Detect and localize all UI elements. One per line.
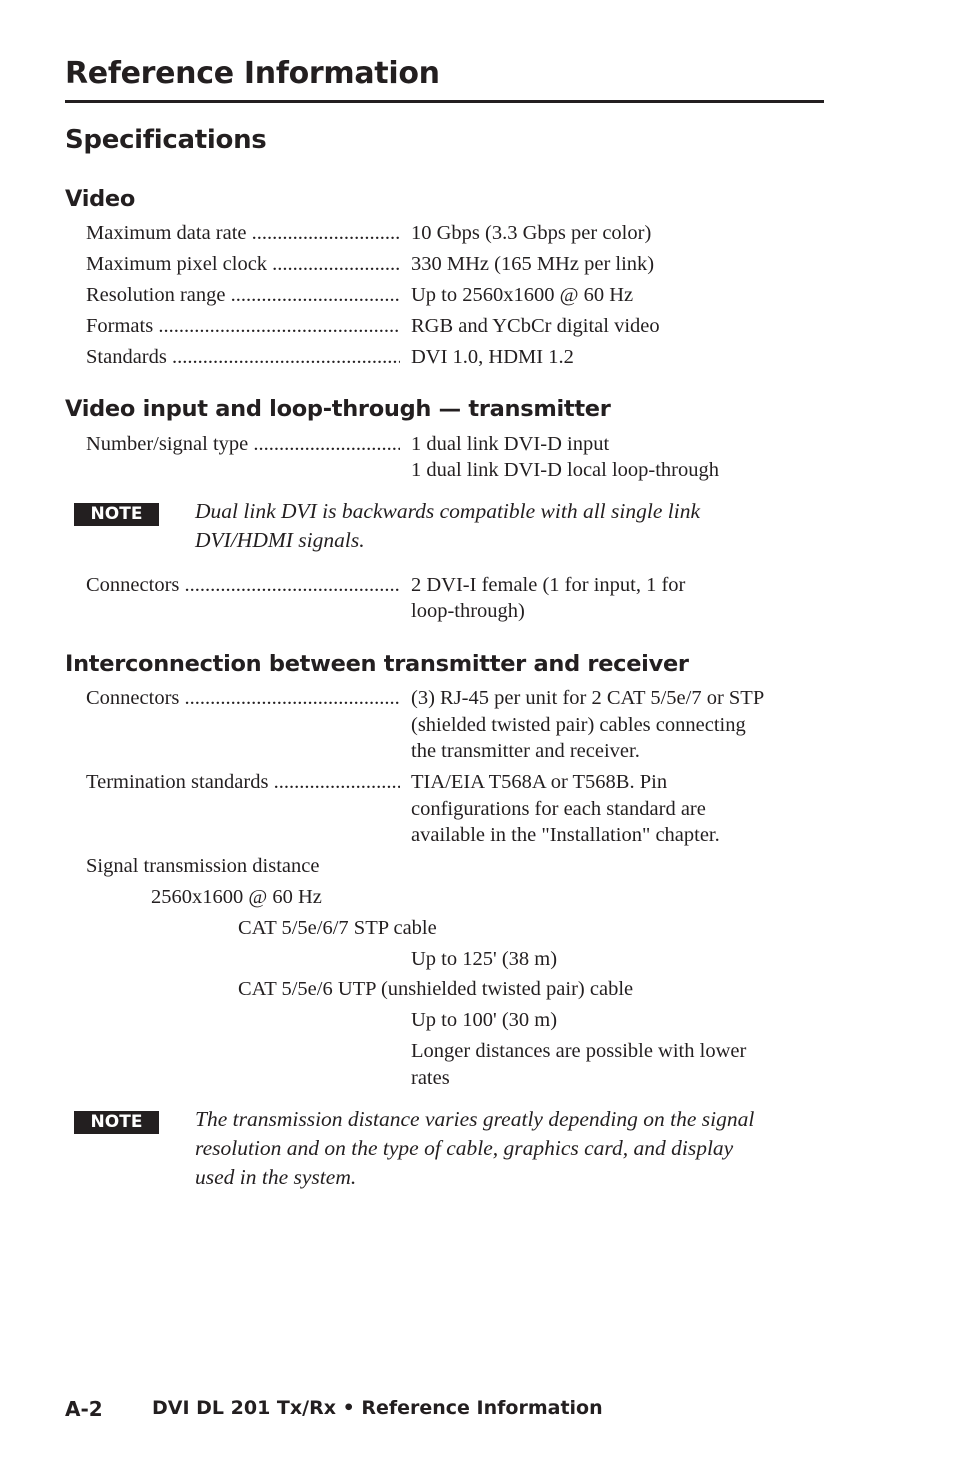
spec-value-max-data-rate: 10 Gbps (3.3 Gbps per color) <box>411 222 652 244</box>
spec-value-termination-line2: configurations for each standard are <box>411 798 706 820</box>
page-number: A-2 <box>65 1397 103 1421</box>
spec-label-standards: Standards ..... <box>86 344 400 370</box>
signal-distance-label: Signal transmission distance <box>86 855 320 877</box>
note-text-line: resolution and on the type of cable, graphics card, and display <box>195 1136 734 1160</box>
footer-title: DVI DL 201 Tx/Rx • Reference Information <box>152 1397 603 1419</box>
spec-label-termination-standards: Termination standards ..... <box>86 769 400 795</box>
spec-value-interconnect-connectors-line2: (shielded twisted pair) cables connecting <box>411 714 746 736</box>
spec-value-termination-line1: TIA/EIA T568A or T568B. Pin <box>411 771 668 793</box>
spec-value-number-signal-type-line2: 1 dual link DVI-D local loop-through <box>411 459 720 481</box>
spec-label-max-data-rate: Maximum data rate ..... <box>86 220 400 246</box>
note-text-line: used in the system. <box>195 1165 357 1189</box>
note-text-line: The transmission distance varies greatly depending on the signal <box>195 1107 755 1131</box>
stp-cable-label: CAT 5/5e/6/7 STP cable <box>238 917 437 939</box>
spec-value-formats: RGB and YCbCr digital video <box>411 315 660 337</box>
spec-label-number-signal-type: Number/signal type ..... <box>86 431 400 457</box>
spec-value-resolution-range: Up to 2560x1600 @ 60 Hz <box>411 284 634 306</box>
utp-cable-label: CAT 5/5e/6 UTP (unshielded twisted pair) cable <box>238 978 634 1000</box>
spec-label-formats: Formats ..... <box>86 313 400 339</box>
note-text <box>195 1105 835 1192</box>
note-text-line: DVI/HDMI signals. <box>195 528 365 552</box>
note-text <box>195 497 835 555</box>
section-title: Specifications <box>65 125 267 155</box>
spec-value-max-pixel-clock: 330 MHz (165 MHz per link) <box>411 253 655 275</box>
note-badge: NOTE <box>74 1111 159 1134</box>
signal-resolution: 2560x1600 @ 60 Hz <box>151 886 322 908</box>
longer-distance-line2: rates <box>411 1067 450 1089</box>
interconnection-heading: Interconnection between transmitter and receiver <box>65 651 689 677</box>
spec-label-resolution-range: Resolution range ..... <box>86 282 400 308</box>
spec-value-standards: DVI 1.0, HDMI 1.2 <box>411 346 574 368</box>
spec-label-connectors: Connectors ..... <box>86 572 400 598</box>
spec-value-interconnect-connectors-line1: (3) RJ-45 per unit for 2 CAT 5/5e/7 or STP <box>411 687 765 709</box>
spec-label-interconnect-connectors: Connectors ..... <box>86 685 400 711</box>
spec-label-max-pixel-clock: Maximum pixel clock ..... <box>86 251 400 277</box>
note-text-line: Dual link DVI is backwards compatible with all single link <box>195 499 700 523</box>
spec-value-termination-line3: available in the "Installation" chapter. <box>411 824 720 846</box>
stp-distance: Up to 125' (38 m) <box>411 948 558 970</box>
spec-value-number-signal-type-line1: 1 dual link DVI-D input <box>411 433 610 455</box>
page-title: Reference Information <box>65 56 440 91</box>
spec-value-interconnect-connectors-line3: the transmitter and receiver. <box>411 740 640 762</box>
video-input-heading: Video input and loop-through — transmitter <box>65 396 611 422</box>
utp-distance: Up to 100' (30 m) <box>411 1009 558 1031</box>
spec-value-connectors-line1: 2 DVI-I female (1 for input, 1 for <box>411 574 686 596</box>
video-heading: Video <box>65 186 136 212</box>
longer-distance-line1: Longer distances are possible with lower <box>411 1040 747 1062</box>
spec-value-connectors-line2: loop-through) <box>411 600 525 622</box>
note-badge: NOTE <box>74 503 159 526</box>
title-rule <box>65 100 824 103</box>
